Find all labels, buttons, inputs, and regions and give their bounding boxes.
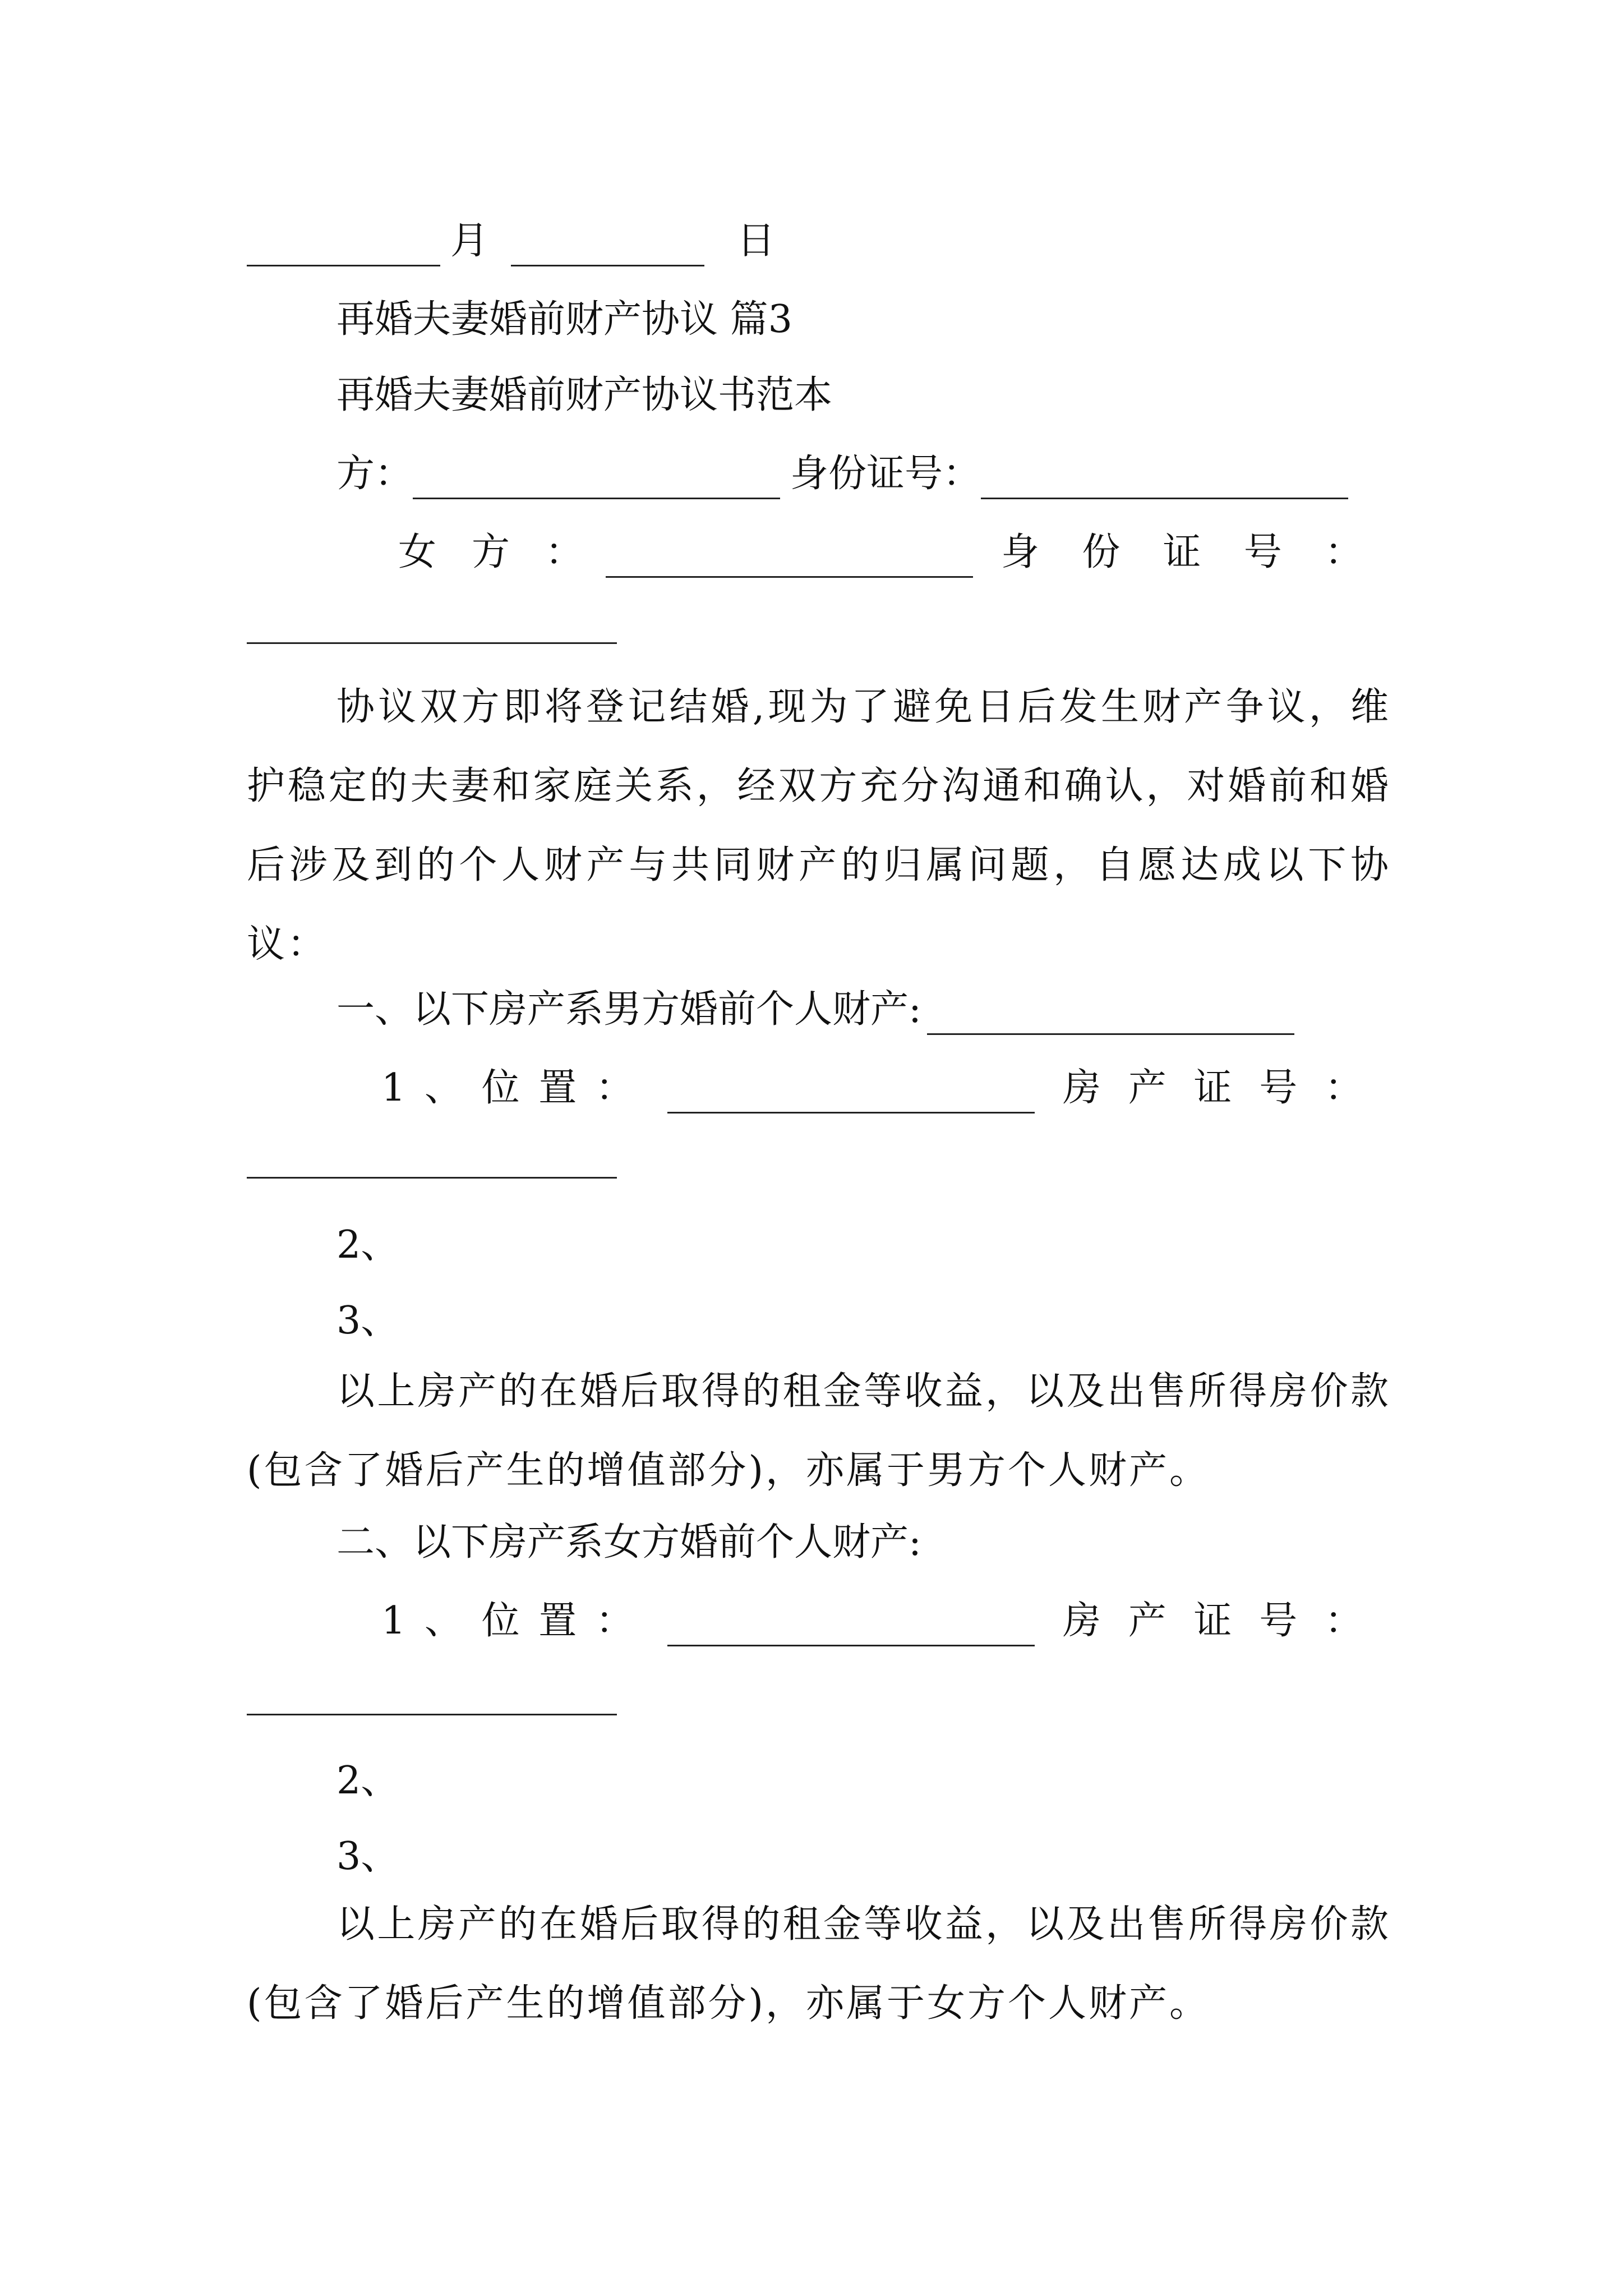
- intro-paragraph: 协议双方即将登记结婚,现为了避免日后发生财产争议，维护稳定的夫妻和家庭关系，经双方充分沟通和确认，对婚前和婚后涉及到的个人财产与共同财产的归属问题，自愿达成以下协议：: [247, 685, 1391, 967]
- section2-title: 二、以下房产系女方婚前个人财产:: [336, 1520, 921, 1565]
- female-id-char: 身: [1001, 530, 1040, 574]
- female-char: 方: [471, 530, 510, 574]
- section2-location-field[interactable]: [667, 1605, 1035, 1646]
- male-id-label: 身份证号：: [790, 452, 981, 496]
- month-blank[interactable]: [511, 226, 704, 266]
- section1-item2: 2、: [336, 1223, 399, 1267]
- item-char: 产: [1128, 1066, 1166, 1110]
- male-name-field[interactable]: [413, 458, 780, 499]
- male-party-label: 方：: [336, 452, 413, 496]
- item-char: ：: [595, 1066, 634, 1110]
- item-char: 房: [1063, 1066, 1101, 1110]
- section2-item2: 2、: [336, 1759, 399, 1803]
- item-char: 位: [481, 1066, 520, 1110]
- female-char: ：: [545, 530, 583, 574]
- section-heading: 再婚夫妻婚前财产协议 篇3: [336, 297, 792, 342]
- item-char: 号: [1259, 1599, 1298, 1643]
- day-label: 日: [737, 219, 776, 263]
- item-char: 1: [381, 1066, 406, 1110]
- section1-cert-field[interactable]: [247, 1177, 617, 1179]
- section1-title-line: [336, 984, 1380, 1035]
- section2-item1-line: [381, 1596, 1363, 1646]
- section1-item1-line: [381, 1063, 1363, 1114]
- year-blank[interactable]: [247, 226, 440, 266]
- item-char: 位: [481, 1599, 520, 1643]
- item-char: 证: [1193, 1066, 1232, 1110]
- document-title: 再婚夫妻婚前财产协议书范本: [336, 373, 833, 417]
- date-line: [247, 216, 1380, 266]
- section1-field[interactable]: [927, 994, 1294, 1035]
- female-id-char: 证: [1163, 530, 1201, 574]
- section2-cert-field[interactable]: [247, 1714, 617, 1715]
- item-char: 产: [1128, 1599, 1166, 1643]
- female-id-char: 号: [1243, 530, 1282, 574]
- item-char: ：: [1324, 1599, 1363, 1643]
- item-char: 置: [538, 1066, 577, 1110]
- female-party-line: [398, 527, 1363, 578]
- section1-item3: 3、: [336, 1299, 399, 1343]
- section2-item3: 3、: [336, 1834, 399, 1879]
- item-char: 号: [1259, 1066, 1298, 1110]
- section1-note: 以上房产的在婚后取得的租金等收益，以及出售所得房价款(包含了婚后产生的增值部分)，亦属于男方个人财产。: [247, 1369, 1391, 1493]
- item-char: 证: [1193, 1599, 1232, 1643]
- male-party-line: [336, 449, 1380, 499]
- month-label: 月: [450, 219, 489, 263]
- female-name-field[interactable]: [606, 537, 973, 578]
- male-id-field[interactable]: [981, 458, 1348, 499]
- item-char: 置: [538, 1599, 577, 1643]
- item-char: 房: [1063, 1599, 1101, 1643]
- item-char: 、: [424, 1599, 463, 1643]
- section2-note: 以上房产的在婚后取得的租金等收益，以及出售所得房价款(包含了婚后产生的增值部分)，亦属于女方个人财产。: [247, 1902, 1391, 2026]
- section1-title: 一、以下房产系男方婚前个人财产:: [336, 987, 921, 1032]
- female-id-field[interactable]: [247, 642, 617, 644]
- female-id-char: ：: [1324, 530, 1363, 574]
- item-char: ：: [595, 1599, 634, 1643]
- item-char: ：: [1324, 1066, 1363, 1110]
- item-char: 、: [424, 1066, 463, 1110]
- item-char: 1: [381, 1599, 406, 1643]
- female-id-char: 份: [1082, 530, 1121, 574]
- section1-location-field[interactable]: [667, 1073, 1035, 1114]
- female-char: 女: [398, 530, 437, 574]
